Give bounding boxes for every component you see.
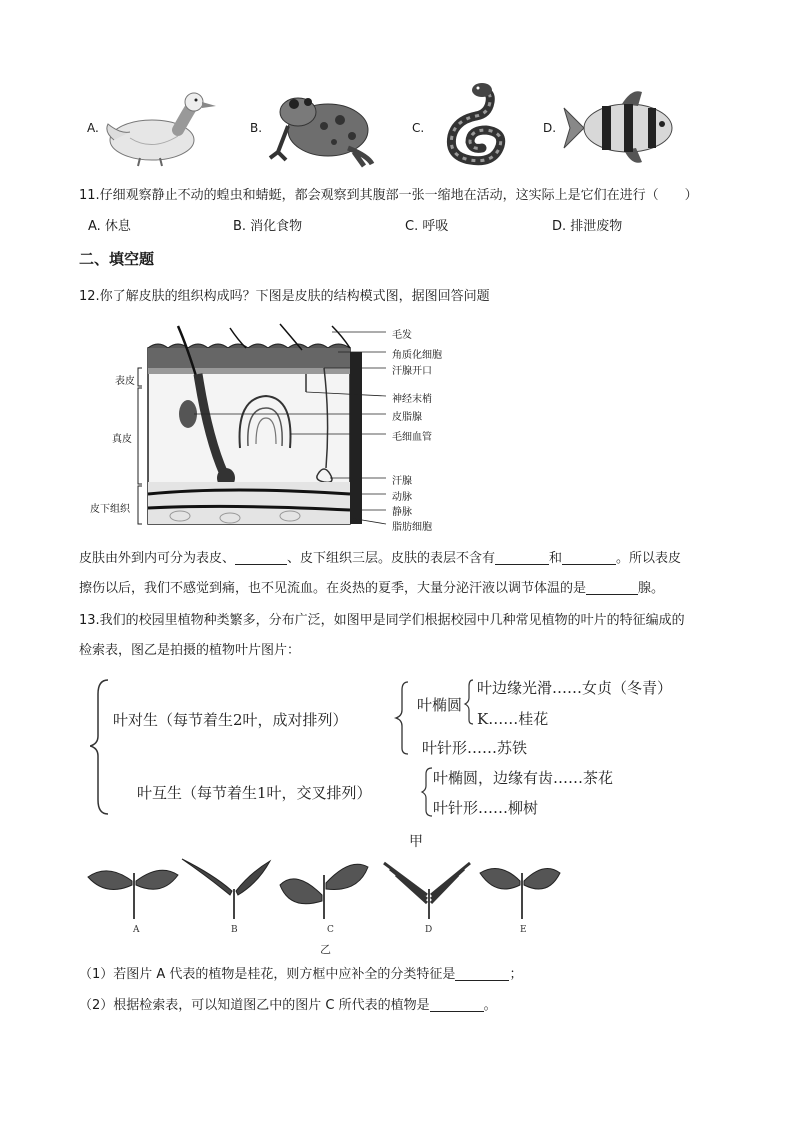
leaf-c-icon [280,864,368,919]
q11-option-d[interactable]: D. 排泄废物 [552,219,623,234]
q11-option-c[interactable]: C. 呼吸 [405,219,449,234]
leaf-letter-b: B [231,925,238,935]
q12-blank-1[interactable] [235,550,287,565]
label-fat-cells: 脂肪细胞 [392,522,432,533]
figure-label-yi: 乙 [320,943,331,956]
key-alternate: 叶互生（每节着生1叶，交叉排列） [137,784,372,802]
label-keratinized-cells: 角质化细胞 [392,350,442,361]
question-11-text: 11.仔细观察静止不动的蝗虫和蜻蜓，都会观察到其腹部一张一缩地在活动，这实际上是它们在进行（ ） [79,188,698,203]
leaf-d-icon [384,863,470,919]
label-capillary: 毛细血管 [392,432,432,443]
leaf-e-icon [480,869,560,920]
label-sebaceous-gland: 皮脂腺 [392,412,422,423]
key-k-osmanthus: K……桂花 [477,710,549,728]
key-needle-cycad: 叶针形……苏铁 [422,739,528,757]
key-smooth-edge: 叶边缘光滑……女贞（冬青） [477,679,673,697]
option-letter-d: D. [543,121,557,135]
q12-line-2: 擦伤以后，我们不感觉到痛，也不见流血。在炎热的夏季，大量分泌汗液以调节体温的是 腺。 [79,581,665,596]
section-title: 二、填空题 [79,250,155,268]
q11-option-b[interactable]: B. 消化食物 [233,219,303,234]
q12-blank-4[interactable] [586,580,638,595]
label-hypodermis: 皮下组织 [90,504,130,515]
key-opposite: 叶对生（每节着生2叶，成对排列） [113,711,348,729]
label-sweat-gland: 汗腺 [392,476,412,487]
fish-icon [562,88,684,168]
label-nerve-ending: 神经末梢 [392,394,432,405]
label-epidermis: 表皮 [115,376,135,387]
q13-subquestion-1: （1）若图片 A 代表的植物是桂花，则方框中应补全的分类特征是 ； [79,967,523,982]
q11-option-a[interactable]: A. 休息 [88,219,131,234]
q12-blank-3[interactable] [562,550,616,565]
leaf-pictures [84,855,564,925]
frog-icon [268,82,380,170]
question-13-line-1: 13.我们的校园里植物种类繁多，分布广泛，如图甲是同学们根据校园中几种常见植物的叶片的特征编成的 [79,613,685,628]
label-artery: 动脉 [392,492,412,503]
leaf-letter-c: C [327,925,334,935]
q13-blank-2[interactable] [430,997,484,1012]
question-12-text: 12.你了解皮肤的组织构成吗？下图是皮肤的结构模式图，据图回答问题 [79,289,490,304]
label-sweat-pore: 汗腺开口 [392,366,432,377]
label-dermis: 真皮 [112,434,132,445]
leaf-a-icon [88,870,178,919]
key-needle-willow: 叶针形……柳树 [433,799,539,817]
label-vein: 静脉 [392,507,412,518]
leaf-letter-a: A [133,925,140,935]
duck-icon [100,88,220,168]
snake-icon [430,80,516,172]
key-serrate-camellia: 叶椭圆，边缘有齿……茶花 [433,769,614,787]
leaf-letter-e: E [520,925,527,935]
label-hair: 毛发 [392,330,412,341]
option-letter-a: A. [87,121,99,135]
option-letter-b: B. [250,121,263,135]
q12-blank-2[interactable] [495,550,549,565]
key-elliptic: 叶椭圆 [417,696,463,714]
q13-subquestion-2: （2）根据检索表，可以知道图乙中的图片 C 所代表的植物是 。 [79,998,497,1013]
leaf-letter-d: D [425,925,433,935]
option-letter-c: C. [412,121,425,135]
question-13-line-2: 检索表，图乙是拍摄的植物叶片图片： [79,643,301,658]
leaf-b-icon [182,859,270,919]
figure-label-jia: 甲 [409,834,423,850]
q13-blank-1[interactable] [455,966,509,981]
q12-line-1: 皮肤由外到内可分为表皮、 、皮下组织三层。皮肤的表层不含有 和 。所以表皮 [79,551,682,566]
